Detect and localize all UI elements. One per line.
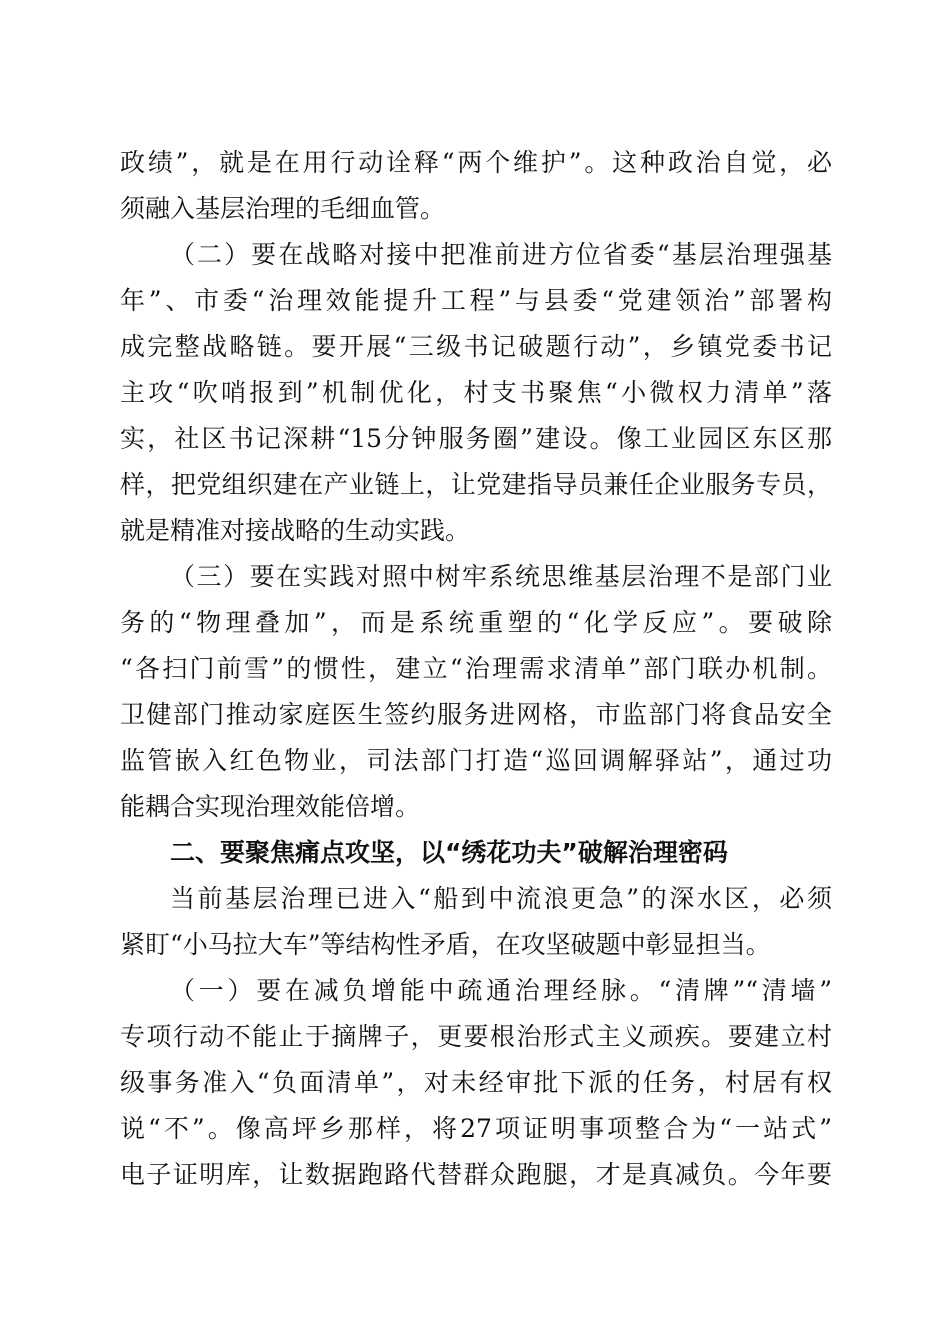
text-line: 专项行动不能止于摘牌子，更要根治形式主义顽疾。要建立村 [120, 1022, 832, 1051]
text-line: 监管嵌入红色物业，司法部门打造“巡回调解驿站”，通过功 [120, 746, 832, 775]
text-line: （一）要在减负增能中疏通治理经脉。“清牌”“清墙” [170, 976, 832, 1005]
text-line: 须融入基层治理的毛细血管。 [120, 194, 446, 223]
text-line: 实，社区书记深耕“15分钟服务圈”建设。像工业园区东区那 [120, 424, 832, 453]
text-line: 紧盯“小马拉大车”等结构性矛盾，在攻坚破题中彰显担当。 [120, 930, 771, 959]
text-line: 年”、市委“治理效能提升工程”与县委“党建领治”部署构 [120, 286, 832, 315]
text-line: 说“不”。像高坪乡那样，将27项证明事项整合为“一站式” [120, 1114, 832, 1143]
text-line: “各扫门前雪”的惯性，建立“治理需求清单”部门联办机制。 [120, 654, 832, 683]
text-line: 电子证明库，让数据跑路代替群众跑腿，才是真减负。今年要 [120, 1160, 832, 1189]
text-line: 就是精准对接战略的生动实践。 [120, 516, 471, 545]
text-line: 政绩”，就是在用行动诠释“两个维护”。这种政治自觉，必 [120, 148, 832, 177]
text-line: 当前基层治理已进入“船到中流浪更急”的深水区，必须 [170, 884, 832, 913]
section-heading: 二、要聚焦痛点攻坚，以“绣花功夫”破解治理密码 [170, 838, 728, 867]
text-line: 主攻“吹哨报到”机制优化，村支书聚焦“小微权力清单”落 [120, 378, 832, 407]
text-line: （三）要在实践对照中树牢系统思维基层治理不是部门业 [170, 562, 832, 591]
text-line: 务的“物理叠加”，而是系统重塑的“化学反应”。要破除 [120, 608, 832, 637]
text-line: （二）要在战略对接中把准前进方位省委“基层治理强基 [170, 240, 832, 269]
text-line: 卫健部门推动家庭医生签约服务进网格，市监部门将食品安全 [120, 700, 832, 729]
text-line: 成完整战略链。要开展“三级书记破题行动”，乡镇党委书记 [120, 332, 832, 361]
text-line: 样，把党组织建在产业链上，让党建指导员兼任企业服务专员， [120, 470, 832, 499]
text-line: 能耦合实现治理效能倍增。 [120, 792, 421, 821]
text-line: 级事务准入“负面清单”，对未经审批下派的任务，村居有权 [120, 1068, 832, 1097]
